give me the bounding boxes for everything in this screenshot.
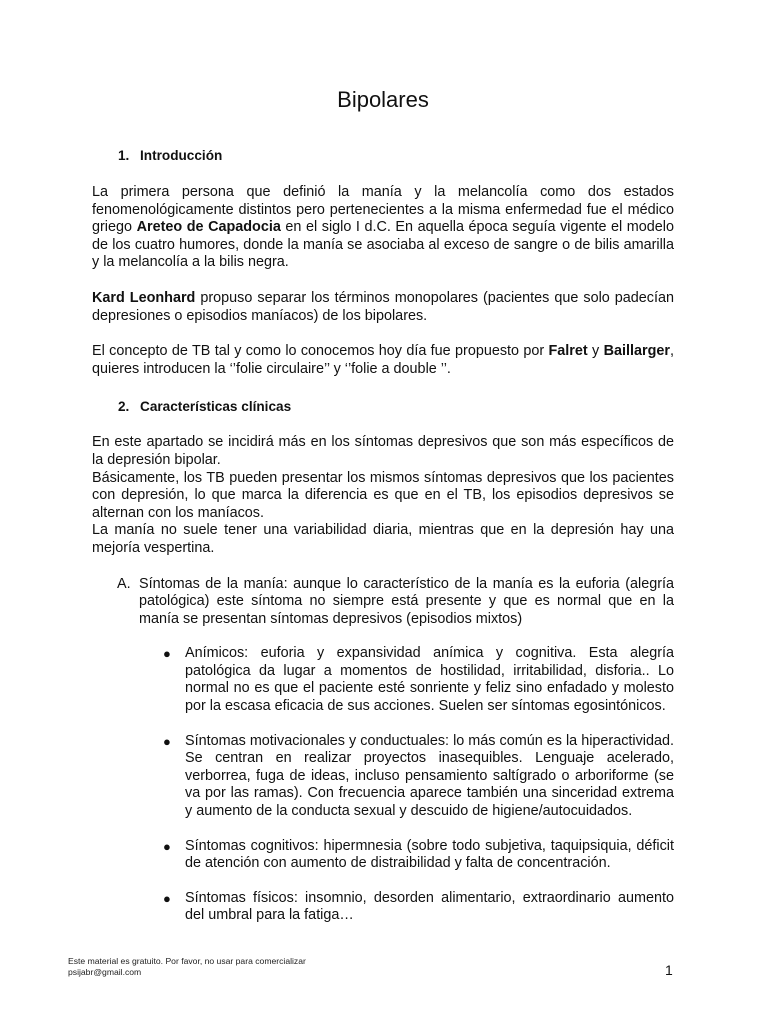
bullet-text: Síntomas físicos: insomnio, desorden alimentario, extraordinario aumento del umbral para la fatiga… [185,889,674,924]
intro-paragraph-3 [92,343,674,378]
footer-notice: Este material es gratuito. Por favor, no usar para comercializar [68,956,306,966]
intro-paragraph-2 [92,290,674,325]
intro-p2-bold: Kard Leonhard [92,289,196,306]
section-title: Características clínicas [140,399,292,415]
bullet-icon: ● [163,646,171,662]
page-footer [68,956,306,978]
footer-email: psijabr@gmail.com [68,967,142,977]
section-number: 1. [118,148,130,163]
bullet-text: Síntomas motivacionales y conductuales: lo más común es la hiperactividad. Se centran en realizar proyectos inasequibles. Lenguaje acelerado, verborrea, fuga de ideas, incluso pensamiento saltígrado o arboriforme (se va por las ramas). Con frecuencia aparece también una sinceridad extrema y aumento de la conducta sexual y descuido de higiene/autocuidados. [185,732,674,820]
alpha-list-item [117,576,674,629]
intro-paragraph-1 [92,184,674,272]
intro-p3-text-mid: y [587,343,604,360]
clinical-paragraph-1: En este apartado se incidirá más en los síntomas depresivos que son más específicos de la depresión bipolar. [92,434,674,468]
bullet-icon: ● [163,890,171,906]
bullet-icon: ● [163,733,171,749]
section-heading-caracteristicas [118,398,674,416]
bullet-icon: ● [163,838,171,854]
bullet-text: Síntomas cognitivos: hipermnesia (sobre todo subjetiva, taquipsiquia, déficit de atención con aumento de distraibilidad y falta de concentración. [185,837,674,872]
symptom-bullet-list [92,645,674,925]
intro-p1-text-a: La primera persona que definió la manía y la melancolía como dos estados fenomenológicamente distintos pero pertenecientes a la misma enfermedad fue el médico griego [92,184,674,236]
page-number: 1 [665,962,673,978]
clinical-paragraph-3: La manía no suele tener una variabilidad diaria, mientras que en la depresión hay una mejoría vespertina. [92,522,674,556]
page-title: Bipolares [337,87,429,112]
intro-p2-text: propuso separar los términos monopolares (pacientes que solo padecían depresiones o episodios maníacos) de los bipolares. [92,289,675,324]
clinical-paragraph-2: Básicamente, los TB pueden presentar los mismos síntomas depresivos que los pacientes con depresión, lo que marca la diferencia es que en el TB, los episodios depresivos se alternan con los maníacos. [92,469,674,521]
intro-p3-bold-2: Baillarger [603,343,670,360]
section-number: 2. [118,399,130,415]
list-item [163,732,674,821]
intro-p3-text-b: , quieres introducen la ‘’folie circulaire’’ y ‘’folie a double ’’. [92,343,674,377]
bullet-text: Anímicos: euforia y expansividad anímica y cognitiva. Esta alegría patológica da lugar a momentos de hostilidad, irritabilidad, disforia.. Lo normal no es que el paciente esté sonriente y feliz sino enfadado y molesto por la escasa eficacia de sus acciones. Suelen ser síntomas egosintónicos. [185,645,674,715]
alpha-marker: A. [117,575,131,592]
intro-p3-text-a: El concepto de TB tal y como lo conocemos hoy día fue propuesto por [92,343,549,360]
section-title: Introducción [140,148,223,163]
intro-p1-bold: Areteo de Capadocia [136,219,281,236]
section-heading-introduccion [118,147,674,165]
document-body [92,86,674,925]
list-item [163,645,674,715]
intro-p3-bold-1: Falret [548,343,588,360]
intro-p1-text-b: en el siglo I d.C. En aquella época seguía vigente el modelo de los cuatro humores, donde la manía se asociaba al exceso de sangre o de bilis amarilla y la melancolía a la bilis negra. [92,219,675,271]
alpha-text: Síntomas de la manía: aunque lo característico de la manía es la euforia (alegría patológica) este síntoma no siempre está presente y que es normal que en la manía se presentan síntomas depresivos (episodios mixtos) [139,575,674,627]
list-item [163,889,674,925]
list-item [163,837,674,873]
